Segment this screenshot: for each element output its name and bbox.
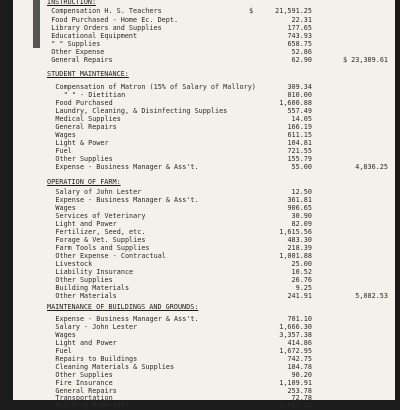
line-item-label: Other Supplies bbox=[55, 276, 113, 284]
line-item-label: Other Expense bbox=[51, 48, 105, 56]
line-item-amount: 241.91 bbox=[287, 292, 312, 300]
line-item-label: Expense - Business Manager & Ass't. bbox=[55, 163, 199, 171]
line-item-amount: 52.86 bbox=[291, 48, 312, 56]
line-item-label: Wages bbox=[55, 131, 76, 139]
line-item-label: Expense - Business Manager & Ass't. bbox=[55, 315, 199, 323]
section-title-text: MAINTENANCE OF BUILDINGS AND GROUNDS: bbox=[47, 303, 199, 311]
line-item-amount: 483.30 bbox=[287, 236, 312, 244]
line-item-amount: 1,672.95 bbox=[279, 347, 312, 355]
line-item-amount: 104.81 bbox=[287, 139, 312, 147]
section-total: $ 23,309.61 bbox=[342, 56, 388, 64]
line-item-amount: 9.25 bbox=[295, 284, 312, 292]
line-item-amount: 62.90 bbox=[291, 56, 312, 64]
section-total: 4,836.25 bbox=[355, 163, 388, 171]
line-item-label: General Repairs bbox=[55, 387, 117, 395]
line-item-label: Transportation bbox=[55, 394, 113, 402]
line-item-amount: 3,011.12 bbox=[279, 401, 312, 409]
line-item-label: Compensation H. S. Teachers bbox=[51, 7, 162, 15]
line-item-label: Fire Insurance bbox=[55, 379, 113, 387]
line-item-label: Cleaning Materials & Supplies bbox=[55, 363, 175, 371]
line-item-label: Fertilizer, Seed, etc. bbox=[55, 228, 146, 236]
line-item-label: Library Orders and Supplies bbox=[51, 24, 162, 32]
line-item-label: Medical Supplies bbox=[55, 115, 121, 123]
line-item-amount: 3,357.38 bbox=[279, 331, 312, 339]
line-item-label: Other Supplies bbox=[55, 371, 113, 379]
line-item-amount: 742.75 bbox=[287, 355, 312, 363]
line-item-amount: 253.78 bbox=[287, 387, 312, 395]
line-item-label: Salary of John Lester bbox=[55, 188, 142, 196]
line-item-label: General Repairs bbox=[51, 56, 113, 64]
line-item-amount: 177.65 bbox=[287, 24, 312, 32]
line-item-label: Wages bbox=[55, 331, 76, 339]
section-title bbox=[13, 178, 395, 187]
line-item-amount: 218.39 bbox=[287, 244, 312, 252]
section-title-text: OPERATION OF FARM: bbox=[47, 178, 121, 186]
line-item-amount: 90.20 bbox=[291, 371, 312, 379]
line-item-amount: 1,109.91 bbox=[279, 379, 312, 387]
document-page bbox=[13, 0, 395, 409]
line-item-label: Expense - Business Manager & Ass't. bbox=[55, 196, 199, 204]
line-item-amount: 1,615.56 bbox=[279, 228, 312, 236]
line-item-amount: 658.75 bbox=[287, 40, 312, 48]
line-item-amount: 1,001.88 bbox=[279, 252, 312, 260]
line-item-amount: 155.79 bbox=[287, 155, 312, 163]
line-item-amount: 1,666.30 bbox=[279, 323, 312, 331]
currency-symbol: $ bbox=[249, 7, 254, 15]
line-item-label: Compensation of Matron (15% of Salary of Mallory) bbox=[55, 83, 256, 91]
line-item-amount: 12.50 bbox=[291, 188, 312, 196]
ledger-row bbox=[13, 401, 395, 410]
line-item-amount: 72.78 bbox=[291, 394, 312, 402]
line-item-amount: 906.65 bbox=[287, 204, 312, 212]
section-total: 5,082.53 bbox=[355, 292, 388, 300]
line-item-amount: 26.76 bbox=[291, 276, 312, 284]
line-item-label: Wages bbox=[55, 204, 76, 212]
line-item-label: General Repairs bbox=[55, 123, 117, 131]
line-item-amount: 309.34 bbox=[287, 83, 312, 91]
line-item-amount: 611.15 bbox=[287, 131, 312, 139]
line-item-label: Other Materials bbox=[55, 292, 117, 300]
section-title bbox=[13, 303, 395, 312]
line-item-amount: 184.78 bbox=[287, 363, 312, 371]
line-item-label: Forage & Vet. Supplies bbox=[55, 236, 146, 244]
line-item-amount: 30.90 bbox=[291, 212, 312, 220]
line-item-amount: 361.81 bbox=[287, 196, 312, 204]
line-item-label: Other Expense - Contractual bbox=[55, 252, 166, 260]
line-item-amount: 82.09 bbox=[291, 220, 312, 228]
ledger-row bbox=[13, 292, 395, 301]
line-item-label: Educational Equipment bbox=[51, 32, 138, 40]
line-item-amount: 21,591.25 bbox=[275, 7, 312, 15]
line-item-label: Light and Power bbox=[55, 339, 117, 347]
line-item-label: Farm Tools and Supplies bbox=[55, 244, 150, 252]
line-item-label: Services of Veterinary bbox=[55, 212, 146, 220]
line-item-amount: 22.31 bbox=[291, 16, 312, 24]
line-item-label: Light and Power bbox=[55, 220, 117, 228]
line-item-label: Fuel bbox=[55, 147, 72, 155]
ledger-row bbox=[13, 7, 395, 16]
line-item-label: Food Purchased - Home Ec. Dept. bbox=[51, 16, 179, 24]
section-title-text: INSTRUCTION: bbox=[47, 0, 97, 6]
line-item-amount: 14.05 bbox=[291, 115, 312, 123]
line-item-label: Laundry, Cleaning, & Disinfecting Supplies bbox=[55, 107, 228, 115]
line-item-amount: 743.93 bbox=[287, 32, 312, 40]
line-item-amount: 721.55 bbox=[287, 147, 312, 155]
section-title bbox=[13, 70, 395, 79]
line-item-amount: 557.49 bbox=[287, 107, 312, 115]
line-item-amount: 1,600.88 bbox=[279, 99, 312, 107]
line-item-label: Fuel bbox=[55, 347, 72, 355]
line-item-amount: 701.10 bbox=[287, 315, 312, 323]
line-item-label: Food Purchased bbox=[55, 99, 113, 107]
line-item-amount: 25.00 bbox=[291, 260, 312, 268]
line-item-label: Light & Power bbox=[55, 139, 109, 147]
line-item-label: Other Supplies bbox=[55, 155, 113, 163]
section-title-text: STUDENT MAINTENANCE: bbox=[47, 70, 129, 78]
line-item-amount: 414.86 bbox=[287, 339, 312, 347]
line-item-label: Liability Insurance bbox=[55, 268, 134, 276]
line-item-label: " " - Dietitian bbox=[63, 91, 126, 99]
ledger-row bbox=[13, 163, 395, 172]
line-item-amount: 810.00 bbox=[287, 91, 312, 99]
line-item-label: Repairs to Buildings bbox=[55, 355, 138, 363]
line-item-label: Building Materials bbox=[55, 284, 130, 292]
line-item-label: Salary - John Lester bbox=[55, 323, 138, 331]
line-item-amount: 166.19 bbox=[287, 123, 312, 131]
line-item-label: " " Supplies bbox=[51, 40, 101, 48]
line-item-label: Livestock bbox=[55, 260, 93, 268]
section-title bbox=[13, 0, 395, 7]
ledger-row bbox=[13, 56, 395, 65]
line-item-label: Building Materials bbox=[55, 401, 130, 409]
line-item-amount: 55.00 bbox=[291, 163, 312, 171]
line-item-amount: 10.52 bbox=[291, 268, 312, 276]
